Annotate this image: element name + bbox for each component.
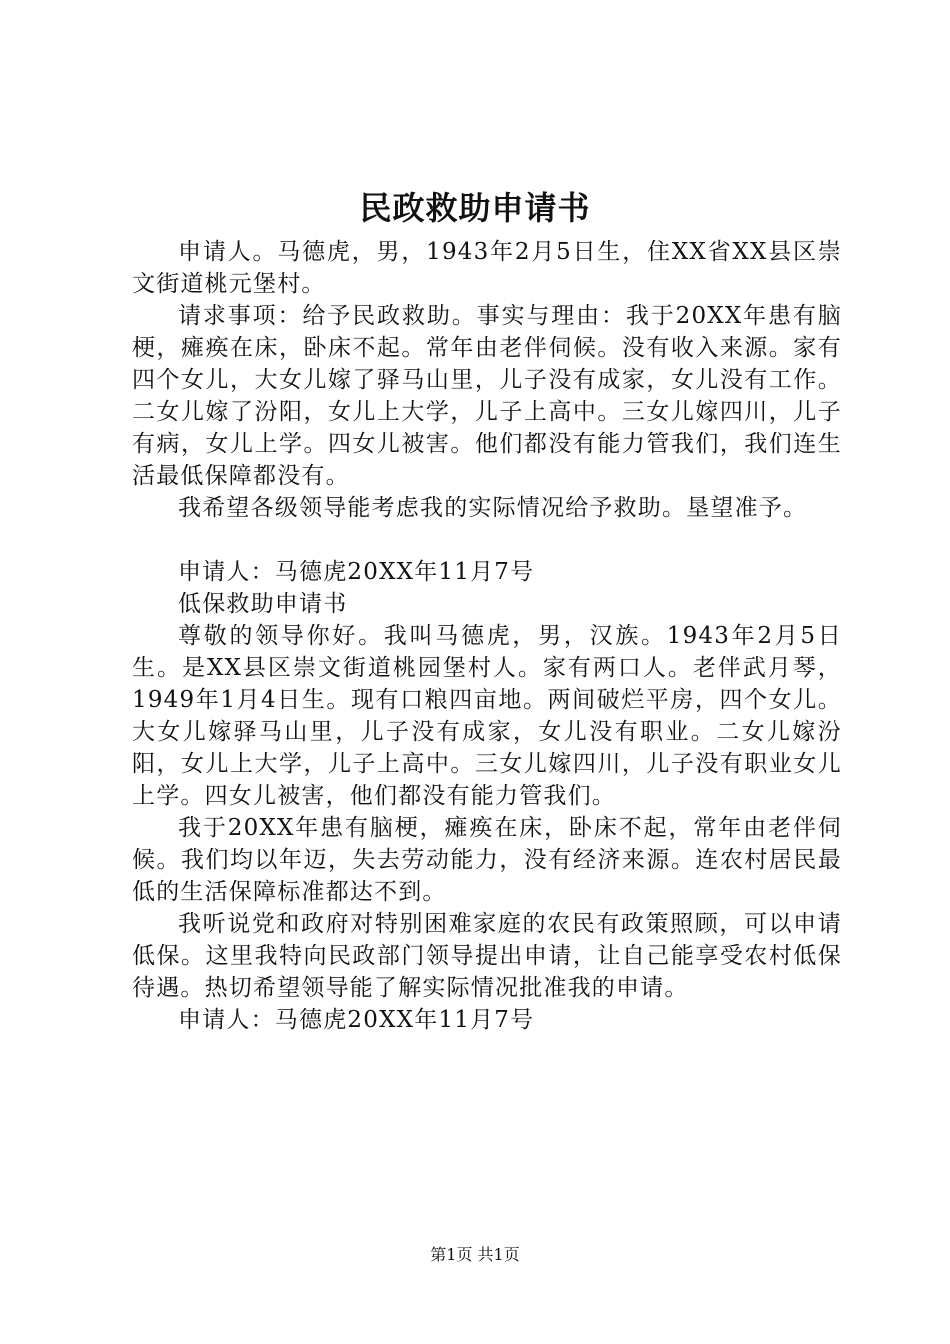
hope-paragraph: 我希望各级领导能考虑我的实际情况给予救助。垦望准予。 [178, 495, 808, 521]
request-paragraph: 请求事项：给予民政救助。事实与理由：我于20XX年患有脑梗，瘫痪在床，卧床不起。常年由老伴伺候。没有收入来源。家有四个女儿，大女儿嫁了驿马山里，儿子没有成家，女儿没有工作。二女儿嫁了汾阳，女儿上大学，儿子上高中。三女儿嫁四川，儿子有病，女儿上学。四女儿被害。他们都没有能力管我们，我们连生活最低保障都没有。 [132, 303, 842, 489]
applicant-info-paragraph: 申请人。马德虎，男，1943年2月5日生，住XX省XX县区崇文街道桃元堡村。 [132, 239, 842, 297]
second-letter-title: 低保救助申请书 [178, 591, 348, 617]
signature-line: 申请人：马德虎20XX年11月7号 [178, 559, 535, 585]
document-body [132, 236, 842, 1036]
signature-line: 申请人：马德虎20XX年11月7号 [178, 1007, 535, 1033]
greeting-paragraph: 尊敬的领导你好。我叫马德虎，男，汉族。1943年2月5日生。是XX县区崇文街道桃园堡村人。家有两口人。老伴武月琴，1949年1月4日生。现有口粮四亩地。两间破烂平房，四个女儿。大女儿嫁驿马山里，儿子没有成家，女儿没有职业。二女儿嫁汾阳，女儿上大学，儿子上高中。三女儿嫁四川，儿子没有职业女儿上学。四女儿被害，他们都没有能力管我们。 [132, 623, 842, 809]
illness-paragraph: 我于20XX年患有脑梗，瘫痪在床，卧床不起，常年由老伴伺候。我们均以年迈，失去劳动能力，没有经济来源。连农村居民最低的生活保障标准都达不到。 [132, 815, 842, 905]
document-title: 民政救助申请书 [359, 189, 591, 227]
page-number: 第1页 共1页 [430, 1245, 520, 1264]
policy-paragraph: 我听说党和政府对特别困难家庭的农民有政策照顾，可以申请低保。这里我特向民政部门领导提出申请，让自己能享受农村低保待遇。热切希望领导能了解实际情况批准我的申请。 [132, 911, 842, 1001]
